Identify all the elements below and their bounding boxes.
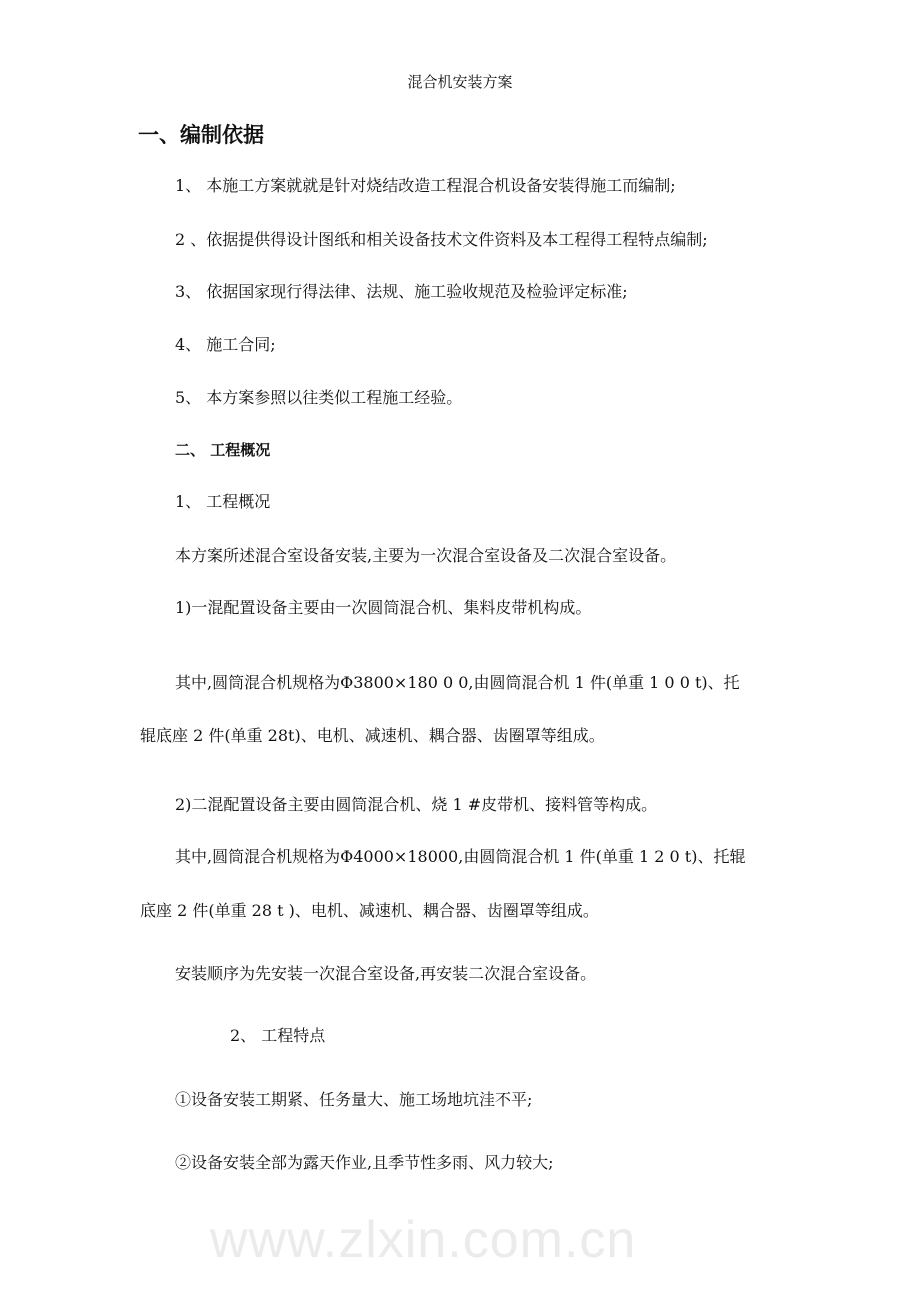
paragraph: ②设备安装全部为露天作业,且季节性多雨、风力较大; [175,1153,554,1172]
document-title: 混合机安装方案 [407,73,513,91]
watermark: www.zlxin.com.cn [210,1211,637,1269]
subheading: 2、 工程特点 [230,1026,326,1045]
paragraph: 1)一混配置设备主要由一次圆筒混合机、集料皮带机构成。 [175,598,592,617]
list-item: 5、 本方案参照以往类似工程施工经验。 [175,388,463,407]
paragraph: 底座 2 件(单重 28 t )、电机、减速机、耦合器、齿圈罩等组成。 [140,901,599,920]
paragraph: 2)二混配置设备主要由圆筒混合机、烧 1 #皮带机、接料管等构成。 [175,795,658,814]
list-item: 1、 本施工方案就就是针对烧结改造工程混合机设备安装得施工而编制; [175,176,676,195]
section-heading: 一、编制依据 [138,123,264,147]
paragraph: 辊底座 2 件(单重 28t)、电机、减速机、耦合器、齿圈罩等组成。 [140,726,605,745]
list-item: 3、 依据国家现行得法律、法规、施工验收规范及检验评定标准; [175,282,628,301]
paragraph: ①设备安装工期紧、任务量大、施工场地坑洼不平; [175,1090,533,1109]
list-item: 2 、依据提供得设计图纸和相关设备技术文件资料及本工程得工程特点编制; [175,230,708,249]
paragraph: 其中,圆筒混合机规格为Φ3800×180 0 0,由圆筒混合机 1 件(单重 1 0 0 t)、托 [175,673,740,692]
paragraph: 安装顺序为先安装一次混合室设备,再安装二次混合室设备。 [175,964,597,983]
list-item: 4、 施工合同; [175,335,276,354]
paragraph: 本方案所述混合室设备安装,主要为一次混合室设备及二次混合室设备。 [175,546,677,565]
subheading: 1、 工程概况 [175,492,271,511]
paragraph: 其中,圆筒混合机规格为Φ4000×18000,由圆筒混合机 1 件(单重 1 2 0 t)、托辊 [175,847,746,866]
section-heading: 二、 工程概况 [175,441,271,459]
